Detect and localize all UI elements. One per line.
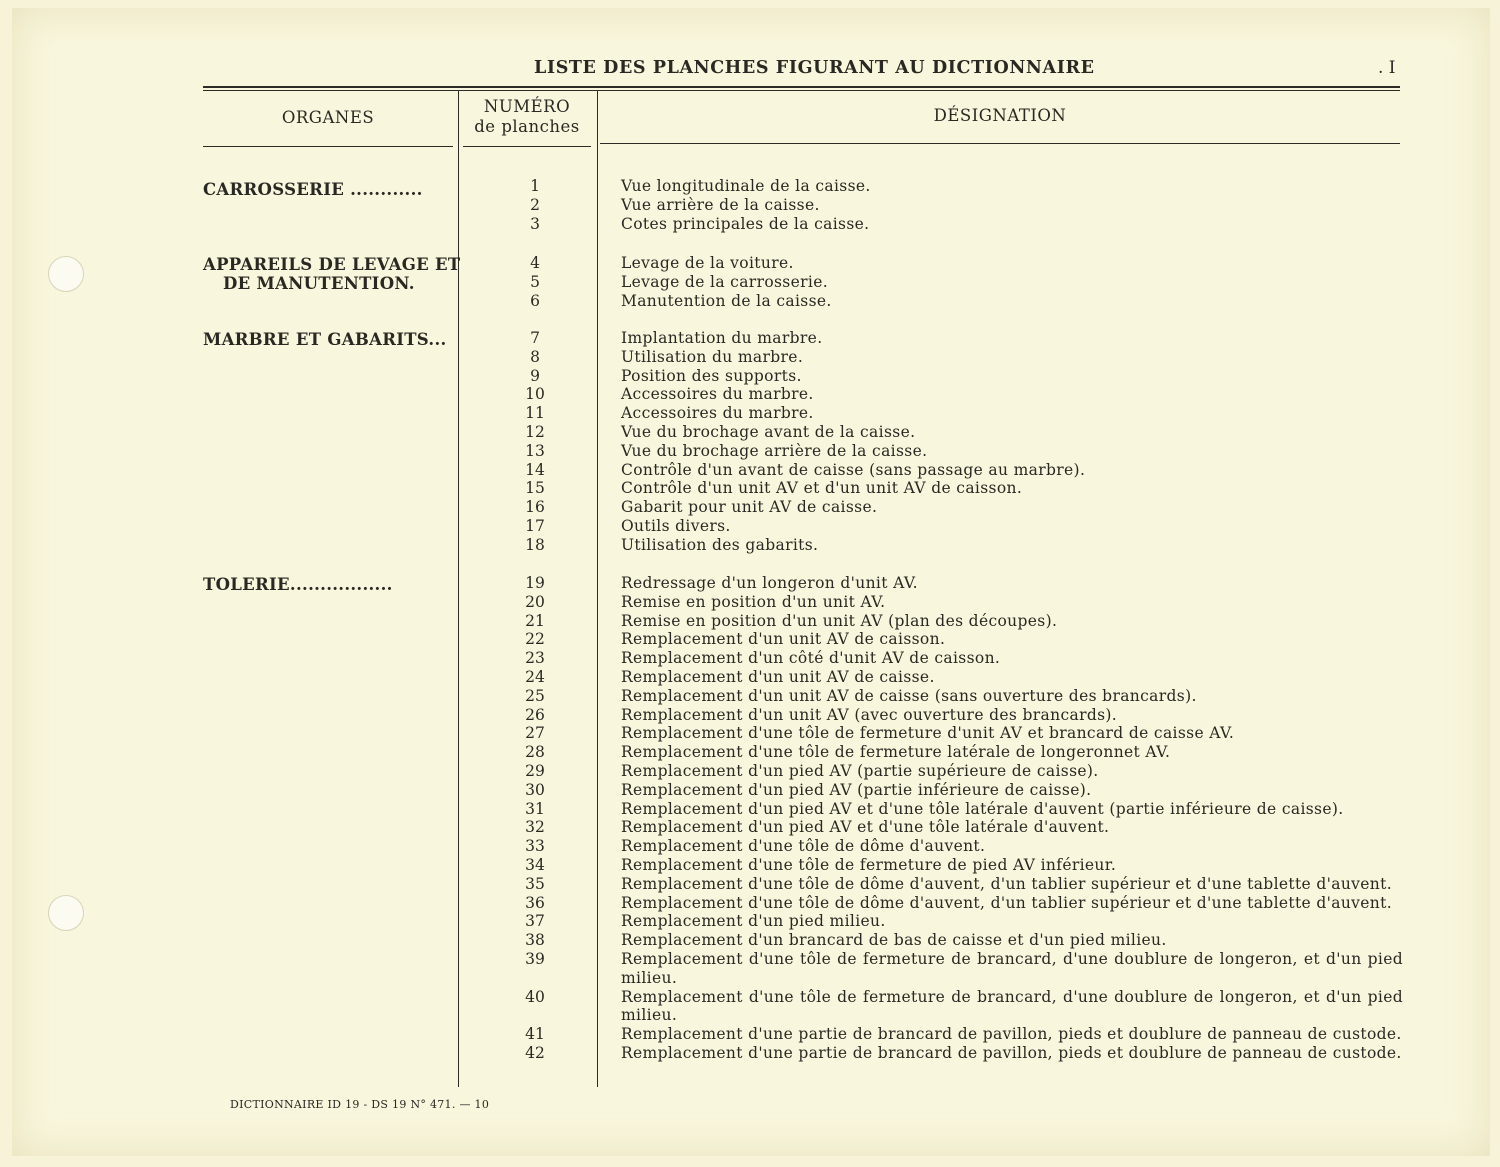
planche-designation: Remplacement d'une tôle de fermeture de brancard, d'une doublure de longeron, et d'un pied milieu. [621, 950, 1403, 987]
planche-number: 26 [525, 705, 545, 724]
planche-number: 27 [525, 724, 545, 743]
planche-number: 15 [525, 479, 545, 498]
planche-number: 28 [525, 743, 545, 762]
planche-designation: Contrôle d'un avant de caisse (sans passage au marbre). [621, 460, 1086, 479]
column-divider-right [597, 91, 598, 1087]
planche-designation: Remplacement d'un unit AV de caisse. [621, 668, 935, 686]
planche-designation: Levage de la voiture. [621, 254, 794, 272]
planche-designation: Outils divers. [621, 517, 731, 535]
planche-designation: Remplacement d'un unit AV (avec ouverture des brancards). [621, 705, 1118, 724]
column-header-numero [462, 97, 592, 137]
planche-designation: Remplacement d'une tôle de fermeture d'unit AV et brancard de caisse AV. [621, 724, 1235, 743]
page-title: LISTE DES PLANCHES FIGURANT AU DICTIONNAIRE [534, 58, 1095, 78]
planche-number: 29 [525, 762, 545, 780]
planche-number: 24 [525, 668, 545, 686]
column-header-numero-line2: de planches [474, 117, 580, 136]
planche-designation: Remplacement d'une partie de brancard de pavillon, pieds et doublure de panneau de custode. [621, 1044, 1402, 1062]
punch-hole-top [48, 256, 84, 292]
planche-designation: Manutention de la caisse. [621, 291, 832, 310]
header-rule-bottom [203, 90, 1400, 91]
planche-number: 39 [525, 950, 545, 968]
planche-number: 5 [530, 272, 540, 291]
planche-number: 36 [525, 893, 545, 912]
planche-number: 8 [530, 347, 540, 366]
planche-designation: Remplacement d'un unit AV de caisse (sans ouverture des brancards). [621, 686, 1197, 705]
planche-number: 19 [525, 574, 545, 592]
planche-number: 25 [525, 686, 545, 705]
header-rule-top [203, 86, 1400, 88]
planche-designation: Gabarit pour unit AV de caisse. [621, 498, 878, 517]
column-header-designation: DÉSIGNATION [933, 106, 1067, 125]
planche-designation: Remplacement d'une partie de brancard de pavillon, pieds et doublure de panneau de custode. [621, 1025, 1402, 1044]
category-appareils-de-levage [203, 255, 460, 293]
planche-designation: Vue longitudinale de la caisse. [621, 177, 871, 195]
punch-hole-bottom [48, 895, 84, 931]
organes-underline [203, 146, 453, 147]
planche-designation: Remplacement d'un pied AV (partie inférieure de caisse). [621, 780, 1092, 799]
planche-designation: Remplacement d'un unit AV de caisson. [621, 630, 946, 649]
planche-designation: Levage de la carrosserie. [621, 272, 829, 291]
planche-number: 2 [530, 195, 540, 214]
planche-number: 42 [525, 1044, 545, 1062]
planche-number: 37 [525, 912, 545, 931]
planche-number: 1 [530, 177, 540, 195]
planche-number: 12 [525, 423, 545, 441]
planche-number: 6 [530, 291, 540, 310]
planche-designation: Cotes principales de la caisse. [621, 214, 870, 233]
planche-designation: Accessoires du marbre. [621, 404, 814, 423]
planche-designation: Remplacement d'une tôle de dôme d'auvent. [621, 837, 986, 856]
planche-designation: Remplacement d'une tôle de dôme d'auvent, d'un tablier supérieur et d'une tablette d'auvent. [621, 893, 1392, 912]
planche-number: 30 [525, 780, 545, 799]
planche-number: 16 [525, 498, 545, 517]
page-number: . I [1378, 58, 1396, 78]
planche-designation: Remise en position d'un unit AV. [621, 592, 886, 611]
category-appareils-line1: APPAREILS DE LEVAGE ET [203, 255, 461, 274]
category-appareils-line2: DE MANUTENTION. [223, 274, 415, 293]
designation-underline [600, 143, 1400, 144]
planche-designation: Implantation du marbre. [621, 329, 823, 347]
planche-number: 11 [525, 404, 545, 423]
planche-number: 20 [525, 592, 545, 611]
planche-number: 14 [525, 460, 545, 479]
category-carrosserie: CARROSSERIE ............ [203, 180, 423, 199]
category-marbre-et-gabarits: MARBRE ET GABARITS... [203, 330, 447, 349]
planche-number: 13 [525, 441, 545, 460]
planche-number: 21 [525, 611, 545, 630]
planche-number: 38 [525, 931, 545, 950]
planche-number: 7 [530, 329, 540, 347]
planche-number: 10 [525, 385, 545, 404]
planche-number: 41 [525, 1025, 545, 1044]
footer-reference: DICTIONNAIRE ID 19 - DS 19 N° 471. — 10 [230, 1098, 490, 1111]
planche-designation: Remplacement d'une tôle de fermeture de pied AV inférieur. [621, 856, 1117, 874]
planche-number: 22 [525, 630, 545, 649]
planche-number: 4 [530, 254, 540, 272]
planche-designation: Remplacement d'un brancard de bas de caisse et d'un pied milieu. [621, 931, 1167, 950]
planche-number: 18 [525, 535, 545, 554]
planche-designation: Vue du brochage avant de la caisse. [621, 423, 916, 441]
planche-designation: Remplacement d'un côté d'unit AV de caisson. [621, 649, 1001, 668]
planche-designation: Redressage d'un longeron d'unit AV. [621, 574, 918, 592]
planche-designation: Vue du brochage arrière de la caisse. [621, 441, 928, 460]
planche-designation: Remplacement d'un pied AV et d'une tôle latérale d'auvent. [621, 818, 1110, 837]
planche-number: 31 [525, 799, 545, 818]
planche-number: 17 [525, 517, 545, 535]
planche-designation: Position des supports. [621, 366, 802, 385]
category-tolerie: TOLERIE................. [203, 575, 393, 594]
planche-designation: Remplacement d'une tôle de fermeture latérale de longeronnet AV. [621, 743, 1171, 762]
planche-designation: Remplacement d'un pied AV (partie supérieure de caisse). [621, 762, 1099, 780]
planche-number: 33 [525, 837, 545, 856]
column-header-organes: ORGANES [281, 108, 375, 127]
planche-number: 40 [525, 987, 545, 1006]
planche-designation: Remplacement d'un pied milieu. [621, 912, 886, 931]
planche-designation: Remise en position d'un unit AV (plan des découpes). [621, 611, 1058, 630]
planche-designation: Accessoires du marbre. [621, 385, 814, 404]
planche-designation: Vue arrière de la caisse. [621, 195, 820, 214]
planche-number: 34 [525, 856, 545, 874]
numero-underline [463, 146, 591, 147]
planche-designation: Remplacement d'une tôle de fermeture de brancard, d'une doublure de longeron, et d'un pied milieu. [621, 987, 1403, 1025]
planche-designation: Remplacement d'une tôle de dôme d'auvent, d'un tablier supérieur et d'une tablette d'auvent. [621, 874, 1392, 893]
planche-designation: Utilisation des gabarits. [621, 535, 819, 554]
column-divider-left [458, 91, 459, 1087]
planche-number: 3 [530, 214, 540, 233]
planche-designation: Utilisation du marbre. [621, 347, 804, 366]
planche-designation: Contrôle d'un unit AV et d'un unit AV de caisson. [621, 479, 1023, 498]
planche-number: 32 [525, 818, 545, 837]
planche-designation: Remplacement d'un pied AV et d'une tôle latérale d'auvent (partie inférieure de caisse). [621, 799, 1344, 818]
column-header-numero-line1: NUMÉRO [483, 97, 571, 116]
planche-number: 9 [530, 366, 540, 385]
planche-number: 23 [525, 649, 545, 668]
planche-number: 35 [525, 874, 545, 893]
